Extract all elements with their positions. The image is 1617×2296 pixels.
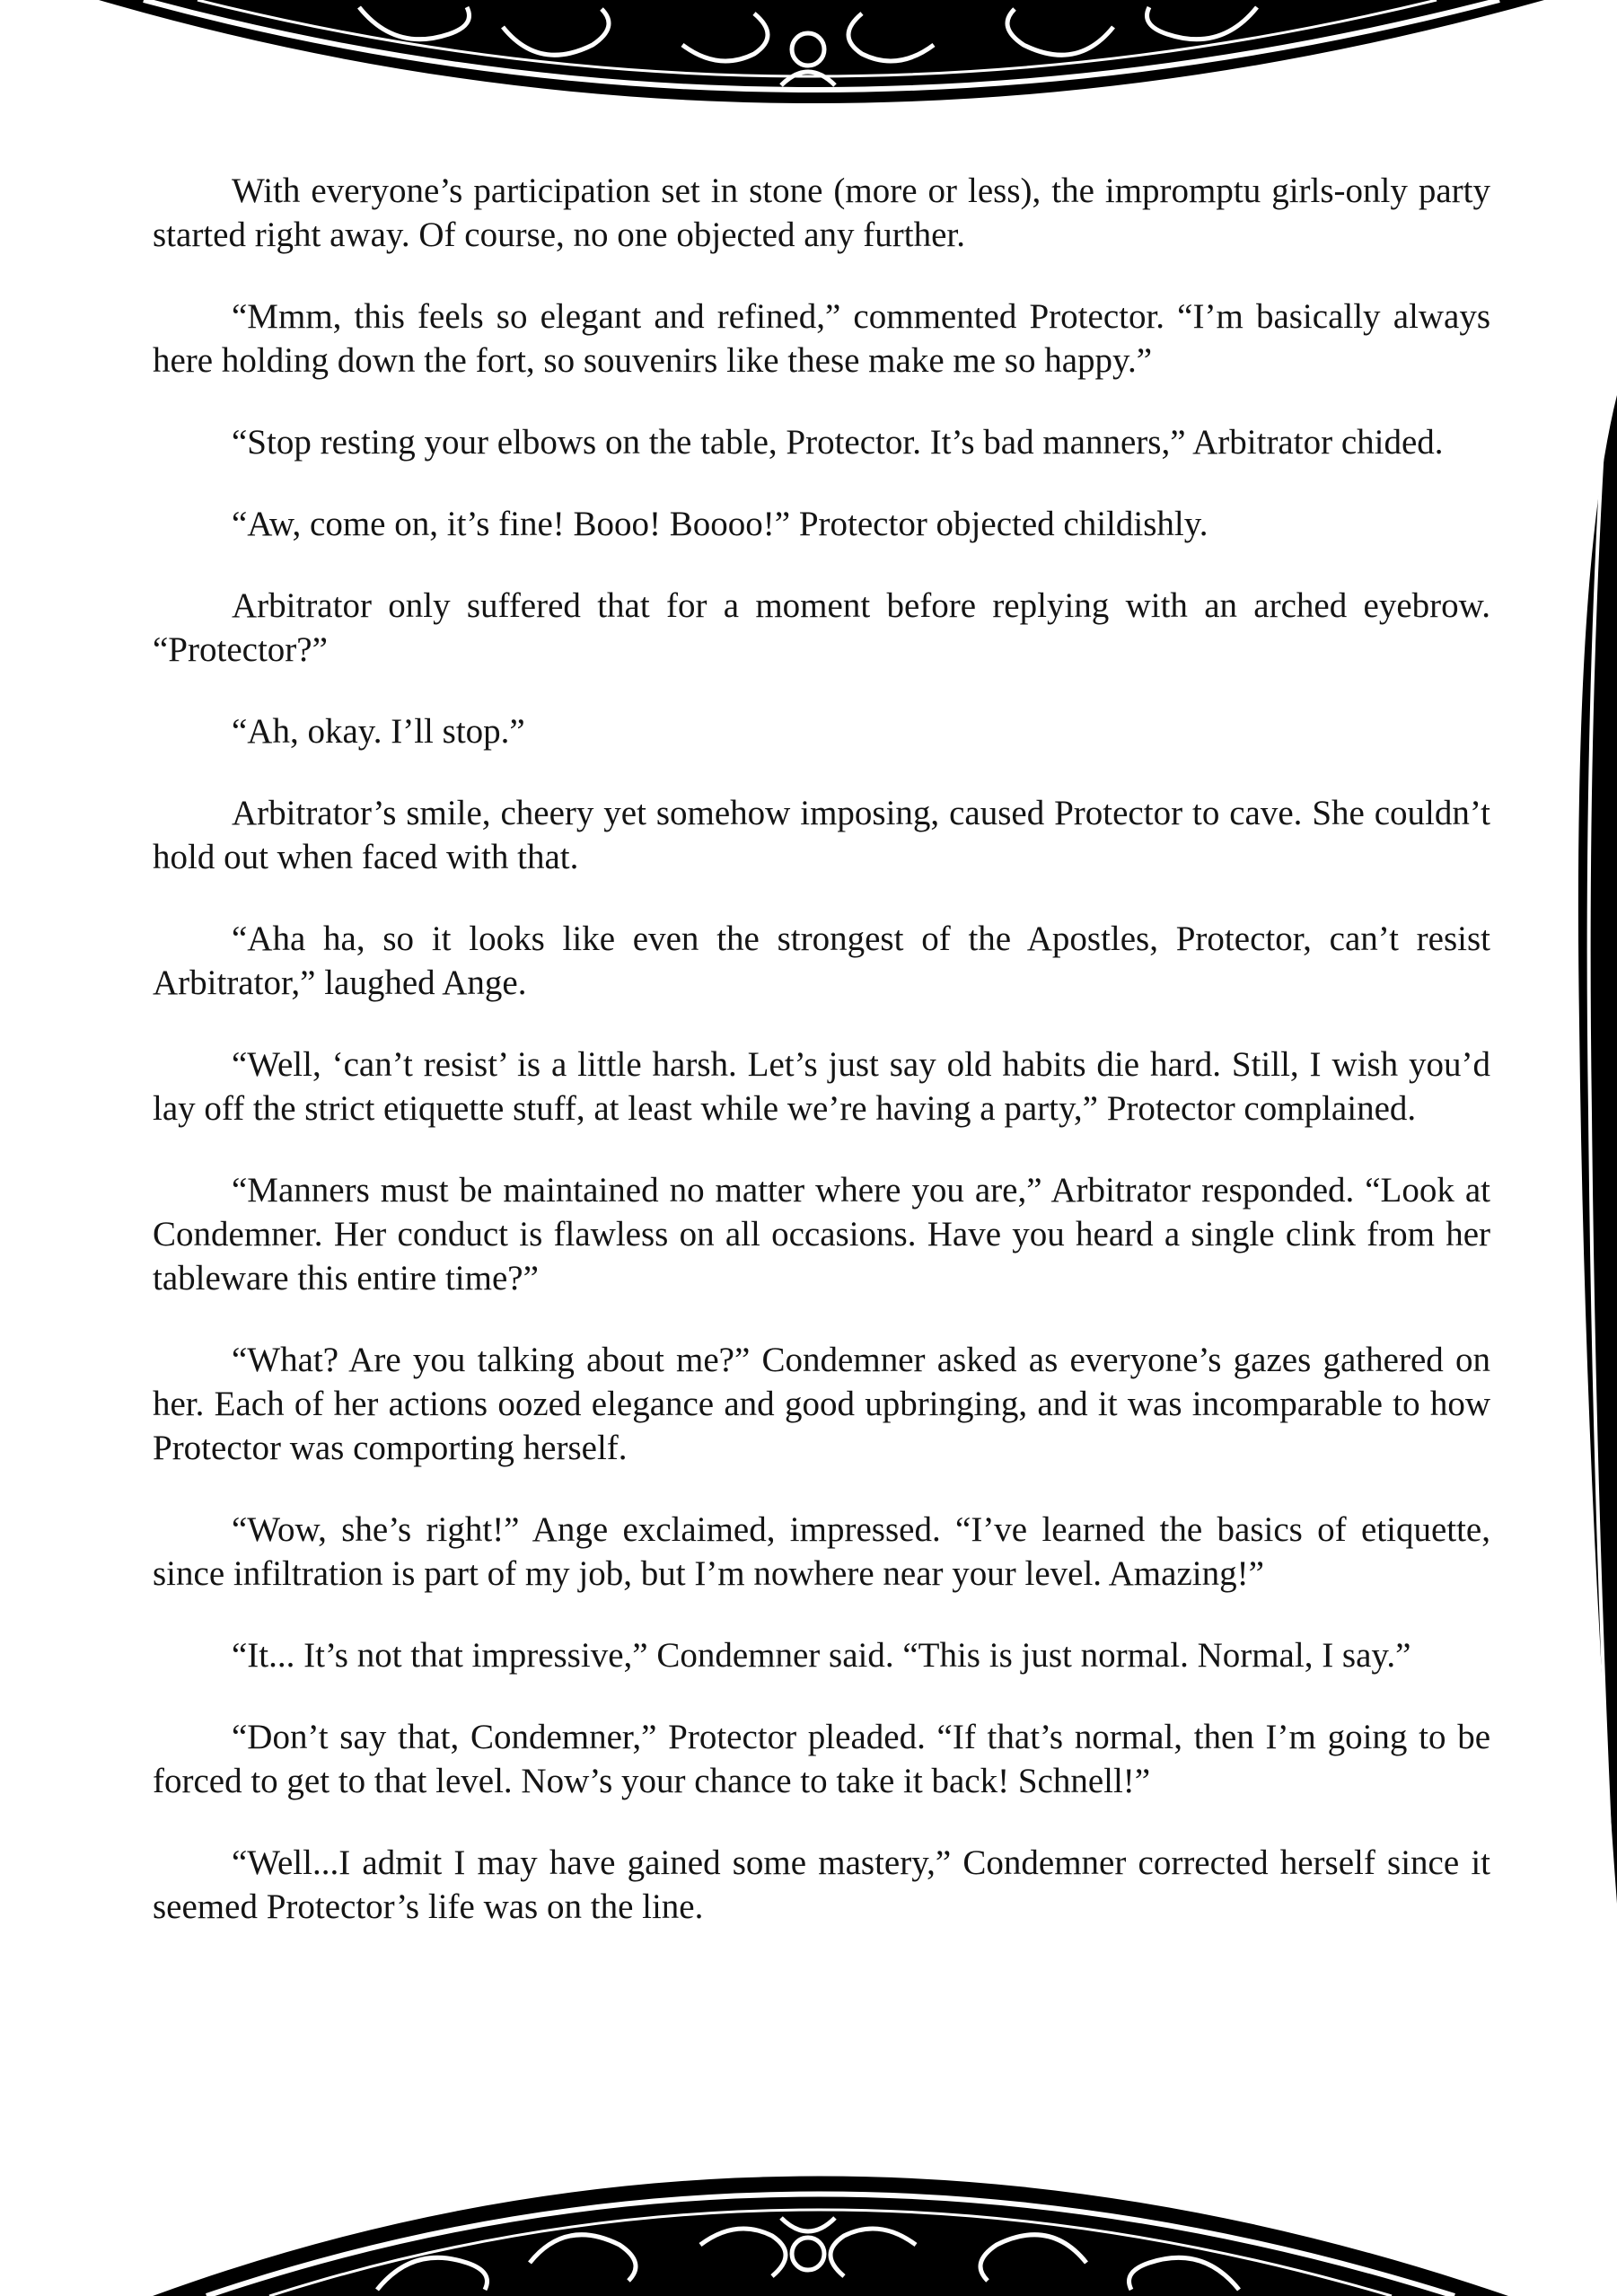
chapter-text	[153, 169, 1490, 1966]
paragraph: Arbitrator’s smile, cheery yet somehow imposing, caused Protector to cave. She couldn’t hold out when faced with that.	[153, 794, 1490, 876]
paragraph: “Stop resting your elbows on the table, Protector. It’s bad manners,” Arbitrator chided.	[232, 423, 1444, 462]
paragraph: “Well, ‘can’t resist’ is a little harsh. Let’s just say old habits die hard. Still, I wish you’d lay off the strict etiquette stuff, at least while we’re having a party,” Protector complained.	[153, 1045, 1490, 1128]
paragraph: “Mmm, this feels so elegant and refined,” commented Protector. “I’m basically always here holding down the fort, so souvenirs like these make me so happy.”	[153, 297, 1490, 380]
paragraph: “Ah, okay. I’ll stop.”	[232, 712, 525, 751]
paragraph: “Don’t say that, Condemner,” Protector pleaded. “If that’s normal, then I’m going to be forced to get to that level. Now’s your chance to take it back! Schnell!”	[153, 1718, 1490, 1800]
paragraph: “Aw, come on, it’s fine! Booo! Boooo!” Protector objected childishly.	[232, 505, 1208, 543]
paragraph: “What? Are you talking about me?” Condemner asked as everyone’s gazes gathered on her. Each of her actions oozed elegance and good upbringing, and it was incomparable to how Protector was comporting herself.	[153, 1341, 1490, 1467]
paragraph: With everyone’s participation set in stone (more or less), the impromptu girls-only party started right away. Of course, no one objected any further.	[153, 172, 1490, 254]
bottom-ornament-border	[0, 2155, 1617, 2296]
paragraph: “Wow, she’s right!” Ange exclaimed, impressed. “I’ve learned the basics of etiquette, since infiltration is part of my job, but I’m nowhere near your level. Amazing!”	[153, 1510, 1490, 1593]
paragraph: “Aha ha, so it looks like even the strongest of the Apostles, Protector, can’t resist Arbitrator,” laughed Ange.	[153, 919, 1490, 1002]
right-side-ornament	[1563, 395, 1617, 1904]
paragraph: “Well...I admit I may have gained some mastery,” Condemner corrected herself since it seemed Protector’s life was on the line.	[153, 1843, 1490, 1926]
paragraph: “Manners must be maintained no matter where you are,” Arbitrator responded. “Look at Condemner. Her conduct is flawless on all occasions. Have you heard a single clink from her tableware this entire time?”	[153, 1171, 1490, 1298]
paragraph: “It... It’s not that impressive,” Condemner said. “This is just normal. Normal, I say.”	[232, 1636, 1411, 1675]
paragraph: Arbitrator only suffered that for a moment before replying with an arched eyebrow. “Protector?”	[153, 586, 1490, 669]
top-ornament-border	[0, 0, 1617, 135]
